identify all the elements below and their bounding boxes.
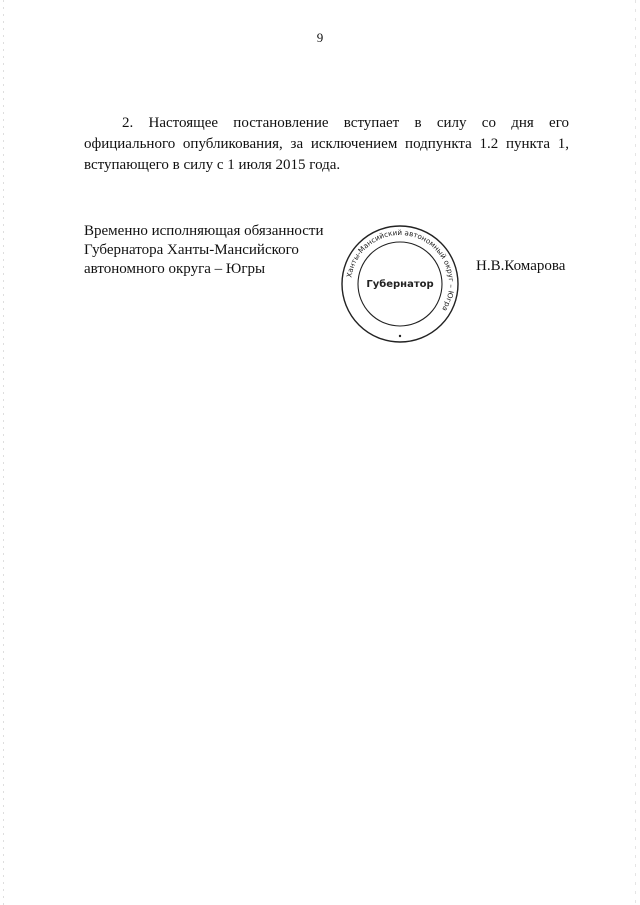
signatory-title — [84, 222, 344, 279]
signatory-title-line-1: Временно исполняющая обязанности — [84, 223, 324, 239]
seal-dot — [399, 335, 401, 337]
seal-center-text: Губернатор — [366, 279, 434, 290]
signatory-title-line-3: автономного округа – Югры — [84, 261, 266, 277]
seal-ring-textpath: Ханты-Мансийский автономный округ – Югра — [344, 227, 457, 313]
scan-edge-left — [3, 0, 4, 905]
official-seal — [340, 224, 460, 344]
page-number: 9 — [316, 30, 324, 45]
body-paragraph: 2. Настоящее постановление вступает в силу со дня его официального опубликования, за исключением подпункта 1.2 пункта 1, вступающего в силу с 1 июля 2015 года. — [84, 115, 569, 173]
signer-name: Н.В.Комарова — [476, 258, 566, 274]
signatory-title-line-2: Губернатора Ханты-Мансийского — [84, 242, 299, 258]
scan-edge-right — [635, 0, 636, 905]
